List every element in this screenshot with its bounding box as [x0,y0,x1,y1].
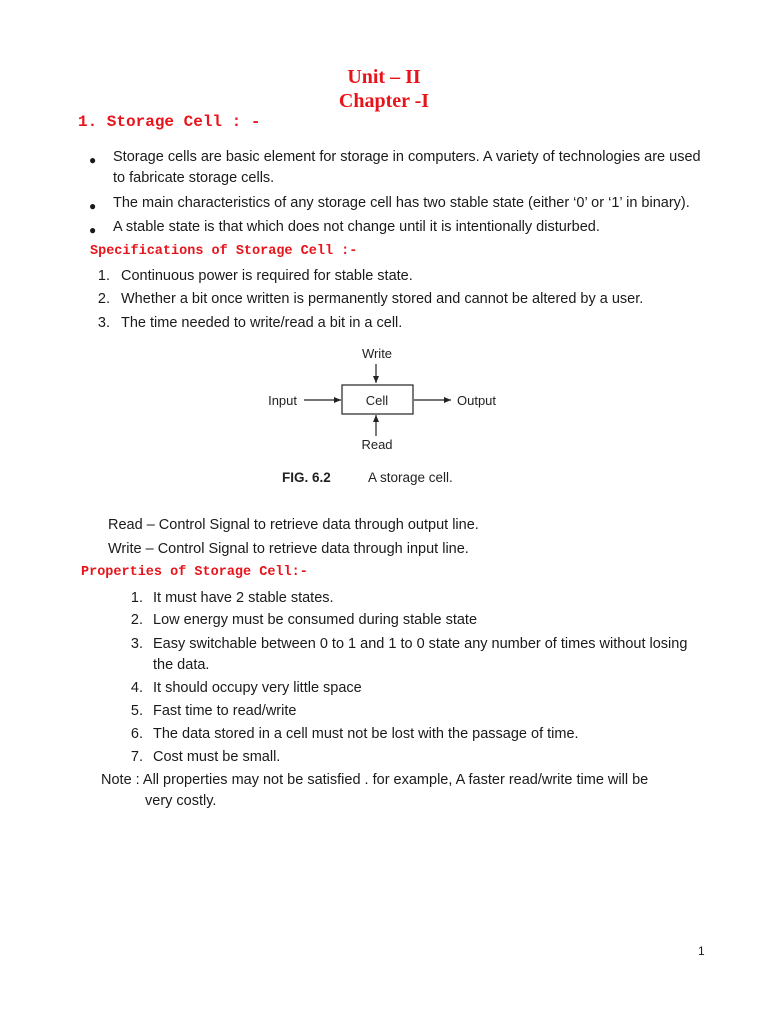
bullet-marker: ● [89,153,97,167]
list-number: 1. [130,590,143,606]
list-item: The data stored in a cell must not be lost with the passage of time. [153,726,579,742]
list-number: 3. [130,636,143,652]
output-label: Output [457,393,497,408]
specifications-heading: Specifications of Storage Cell :- [90,244,358,259]
list-item-cont: the data. [153,657,210,673]
note-text-cont: very costly. [145,793,217,809]
list-item: Cost must be small. [153,749,281,765]
read-label: Read [361,437,393,452]
write-definition: Write – Control Signal to retrieve data through input line. [108,541,469,557]
list-number: 5. [130,703,143,719]
list-item: The time needed to write/read a bit in a cell. [121,315,403,331]
bullet-text: The main characteristics of any storage cell has two stable state (either ‘0’ or ‘1’ in binary). [113,195,690,211]
list-item: Fast time to read/write [153,703,297,719]
figure-number: FIG. 6.2 [282,470,331,485]
list-item: It must have 2 stable states. [153,590,334,606]
page-number: 1 [698,944,705,958]
bullet-text-cont: to fabricate storage cells. [113,170,275,186]
bullet-marker: ● [89,223,97,237]
list-item: Low energy must be consumed during stable state [153,612,478,628]
list-item: It should occupy very little space [153,680,362,696]
input-label: Input [268,393,297,408]
list-item: Easy switchable between 0 to 1 and 1 to 0 state any number of times without losing [153,636,688,652]
write-label: Write [361,346,393,361]
cell-label: Cell [365,393,389,408]
list-number: 7. [130,749,143,765]
section-title: 1. Storage Cell : - [78,113,261,131]
bullet-marker: ● [89,199,97,213]
list-item: Continuous power is required for stable state. [121,268,413,284]
list-number: 6. [130,726,143,742]
chapter-title: Chapter -I [338,90,430,112]
note-text: Note : All properties may not be satisfied . for example, A faster read/write time will be [101,772,649,788]
read-definition: Read – Control Signal to retrieve data through output line. [108,517,479,533]
list-number: 2. [97,291,110,307]
list-number: 2. [130,612,143,628]
bullet-text: Storage cells are basic element for storage in computers. A variety of technologies are used [113,149,701,165]
bullet-text: A stable state is that which does not change until it is intentionally disturbed. [113,219,600,235]
list-number: 4. [130,680,143,696]
list-number: 1. [97,268,110,284]
list-item: Whether a bit once written is permanently stored and cannot be altered by a user. [121,291,644,307]
list-number: 3. [97,315,110,331]
figure-caption: A storage cell. [368,470,453,485]
unit-title: Unit – II [347,66,421,88]
properties-heading: Properties of Storage Cell:- [81,565,308,580]
